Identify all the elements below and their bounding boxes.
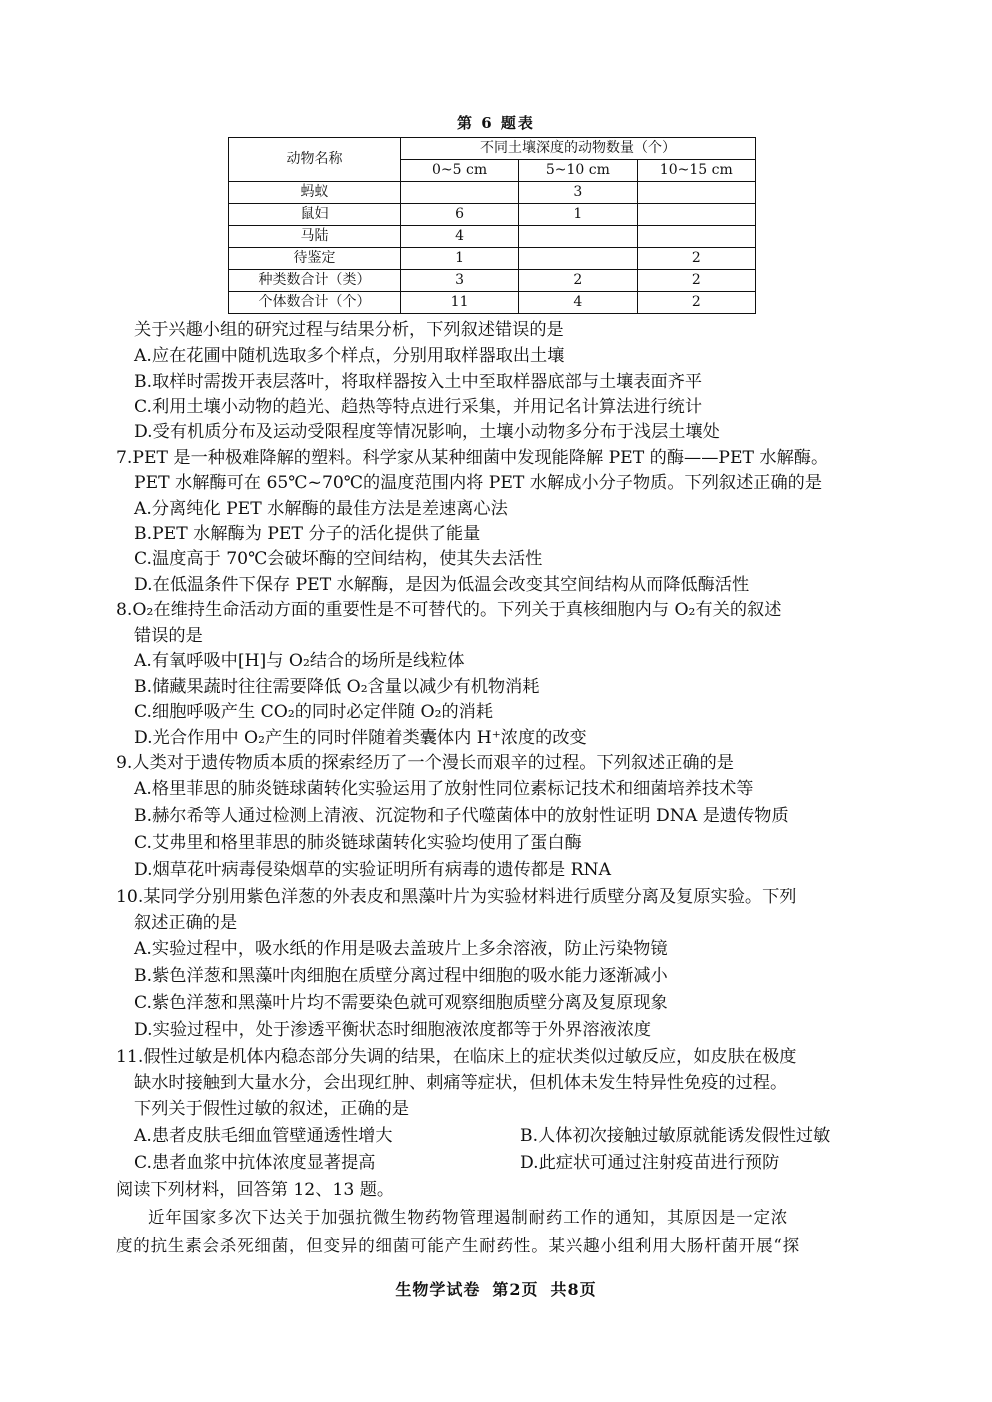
table-row (229, 270, 756, 292)
q8-option-c: C.细胞呼吸产生 CO₂的同时必定伴随 O₂的消耗 (134, 702, 494, 722)
q6-option-a: A.应在花圃中随机选取多个样点，分别用取样器取出土壤 (134, 346, 565, 366)
count-cell (637, 204, 755, 226)
q11-option-a: A.患者皮肤毛细血管壁通透性增大 (134, 1126, 393, 1146)
count-cell: 2 (637, 248, 755, 270)
q11-stem-line3: 下列关于假性过敏的叙述，正确的是 (134, 1099, 410, 1119)
reading-paragraph-line1: 近年国家多次下达关于加强抗微生物药物管理遏制耐药工作的通知，其原因是一定浓 (148, 1208, 789, 1227)
q7-stem-line2: PET 水解酶可在 65℃~70℃的温度范围内将 PET 水解成小分子物质。下列叙述正确的是 (134, 473, 823, 493)
count-cell: 2 (637, 292, 755, 314)
q9-option-b: B.赫尔希等人通过检测上清液、沉淀物和子代噬菌体中的放射性证明 DNA 是遗传物质 (134, 806, 789, 826)
q9-stem: 9.人类对于遗传物质本质的探索经历了一个漫长而艰辛的过程。下列叙述正确的是 (116, 753, 734, 773)
soil-animal-table (228, 137, 756, 314)
q9-option-a: A.格里菲思的肺炎链球菌转化实验运用了放射性同位素标记技术和细菌培养技术等 (134, 779, 754, 799)
q11-option-b: B.人体初次接触过敏原就能诱发假性过敏 (520, 1126, 831, 1146)
reading-intro: 阅读下列材料，回答第 12、13 题。 (116, 1180, 395, 1200)
depth-header: 10~15 cm (637, 160, 755, 182)
q8-stem-line1: 8.O₂在维持生命活动方面的重要性是不可替代的。下列关于真核细胞内与 O₂有关的叙述 (116, 600, 782, 620)
count-cell (519, 226, 637, 248)
count-cell (637, 226, 755, 248)
count-cell: 2 (519, 270, 637, 292)
depth-header: 5~10 cm (519, 160, 637, 182)
q8-option-d: D.光合作用中 O₂产生的同时伴随着类囊体内 H⁺浓度的改变 (134, 728, 587, 748)
count-cell: 6 (400, 204, 518, 226)
q6-option-b: B.取样时需拨开表层落叶，将取样器按入土中至取样器底部与土壤表面齐平 (134, 372, 703, 392)
animal-name: 待鉴定 (229, 248, 401, 270)
q10-option-d: D.实验过程中，处于渗透平衡状态时细胞液浓度都等于外界溶液浓度 (134, 1020, 652, 1040)
q9-option-c: C.艾弗里和格里菲思的肺炎链球菌转化实验均使用了蛋白酶 (134, 833, 582, 853)
table-row (229, 226, 756, 248)
count-cell (519, 248, 637, 270)
reading-paragraph-line2: 度的抗生素会杀死细菌，但变异的细菌可能产生耐药性。某兴趣小组利用大肠杆菌开展“探 (116, 1236, 800, 1255)
q10-stem-line2: 叙述正确的是 (134, 913, 238, 933)
count-cell: 3 (519, 182, 637, 204)
count-cell: 3 (400, 270, 518, 292)
footer-subject: 生物学试卷 (395, 1280, 481, 1299)
q9-option-d: D.烟草花叶病毒侵染烟草的实验证明所有病毒的遗传都是 RNA (134, 860, 611, 880)
depth-header: 0~5 cm (400, 160, 518, 182)
count-cell: 4 (400, 226, 518, 248)
q11-option-c: C.患者血浆中抗体浓度显著提高 (134, 1153, 376, 1173)
animal-name: 种类数合计（类） (229, 270, 401, 292)
table-caption: 第 6 题表 (457, 114, 535, 132)
q11-stem-line2: 缺水时接触到大量水分，会出现红肿、刺痛等症状，但机体未发生特异性免疫的过程。 (134, 1073, 788, 1093)
q8-stem-line2: 错误的是 (134, 626, 203, 646)
animal-name: 马陆 (229, 226, 401, 248)
count-cell (400, 182, 518, 204)
animal-name: 鼠妇 (229, 204, 401, 226)
q7-stem-line1: 7.PET 是一种极难降解的塑料。科学家从某种细菌中发现能降解 PET 的酶——PET 水解酶。 (116, 448, 829, 468)
q7-option-a: A.分离纯化 PET 水解酶的最佳方法是差速离心法 (134, 499, 508, 519)
footer-total-pages: 共8页 (550, 1280, 597, 1299)
name-header: 动物名称 (229, 138, 401, 182)
q7-option-b: B.PET 水解酶为 PET 分子的活化提供了能量 (134, 524, 481, 544)
q10-option-c: C.紫色洋葱和黑藻叶片均不需要染色就可观察细胞质壁分离及复原现象 (134, 993, 668, 1013)
count-cell: 4 (519, 292, 637, 314)
q6-option-c: C.利用土壤小动物的趋光、趋热等特点进行采集，并用记名计算法进行统计 (134, 397, 703, 417)
q7-option-c: C.温度高于 70℃会破坏酶的空间结构，使其失去活性 (134, 549, 543, 569)
q10-stem-line1: 10.某同学分别用紫色洋葱的外表皮和黑藻叶片为实验材料进行质壁分离及复原实验。下列 (116, 887, 797, 907)
q7-option-d: D.在低温条件下保存 PET 水解酶，是因为低温会改变其空间结构从而降低酶活性 (134, 575, 750, 595)
q8-option-b: B.储藏果蔬时往往需要降低 O₂含量以减少有机物消耗 (134, 677, 540, 697)
q10-option-b: B.紫色洋葱和黑藻叶肉细胞在质壁分离过程中细胞的吸水能力逐渐减小 (134, 966, 668, 986)
table-header-row (229, 138, 756, 160)
table-row (229, 182, 756, 204)
group-header: 不同土壤深度的动物数量（个） (400, 138, 755, 160)
q6-stem: 关于兴趣小组的研究过程与结果分析，下列叙述错误的是 (134, 320, 564, 340)
q11-stem-line1: 11.假性过敏是机体内稳态部分失调的结果，在临床上的症状类似过敏反应，如皮肤在极度 (116, 1047, 797, 1067)
table-row (229, 204, 756, 226)
q6-option-d: D.受有机质分布及运动受限程度等情况影响，土壤小动物多分布于浅层土壤处 (134, 422, 720, 442)
q8-option-a: A.有氧呼吸中[H]与 O₂结合的场所是线粒体 (134, 651, 465, 671)
footer-page-number: 第2页 (492, 1280, 539, 1299)
page-footer (0, 1277, 992, 1300)
animal-name: 蚂蚁 (229, 182, 401, 204)
animal-name: 个体数合计（个） (229, 292, 401, 314)
table-row (229, 248, 756, 270)
count-cell: 1 (519, 204, 637, 226)
table-row (229, 292, 756, 314)
count-cell: 11 (400, 292, 518, 314)
q11-option-d: D.此症状可通过注射疫苗进行预防 (520, 1153, 780, 1173)
count-cell (637, 182, 755, 204)
count-cell: 2 (637, 270, 755, 292)
q10-option-a: A.实验过程中，吸水纸的作用是吸去盖玻片上多余溶液，防止污染物镜 (134, 939, 668, 959)
count-cell: 1 (400, 248, 518, 270)
